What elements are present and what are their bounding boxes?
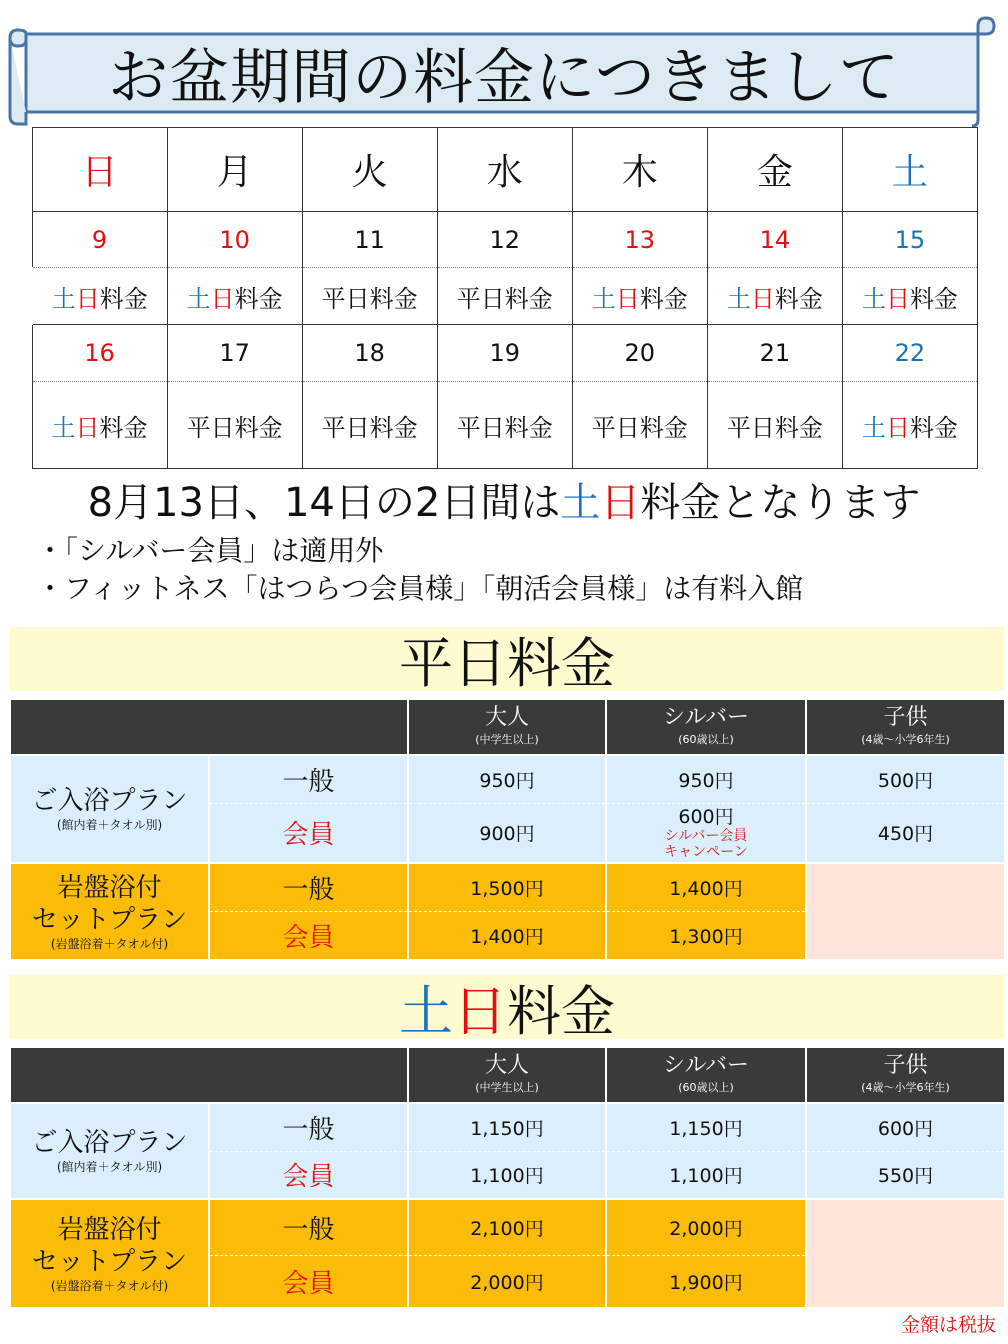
date-cell: 19	[437, 325, 572, 382]
date-cell: 13	[572, 212, 707, 268]
date-cell: 21	[707, 325, 842, 382]
rate-suffix-text: 料金	[234, 284, 283, 313]
table-row	[11, 1199, 1004, 1255]
stone-plan-sub: (岩盤浴着＋タオル付)	[50, 936, 169, 951]
price-cell: 2,100円	[408, 1199, 606, 1255]
week1-rate-row	[32, 268, 978, 325]
price-cell: 950円	[606, 755, 806, 803]
weekend-title-suffix: 料金	[507, 979, 615, 1043]
price-cell: 1,150円	[606, 1103, 806, 1151]
stone-plan-name-2: セットプラン	[31, 904, 188, 935]
table-header-row	[11, 1048, 1004, 1103]
date-cell: 11	[302, 212, 437, 268]
header-child-sub: (4歳～小学6年生)	[861, 733, 950, 746]
weekend-rate-cell	[167, 268, 302, 325]
kind-general: 一般	[209, 755, 408, 803]
header-blank	[11, 700, 408, 755]
price-cell: 2,000円	[606, 1199, 806, 1255]
price-cell: 1,100円	[606, 1151, 806, 1199]
weekday-monday: 月	[167, 128, 302, 212]
weekend-title-nichi: 日	[453, 979, 507, 1043]
weekday-tuesday: 火	[302, 128, 437, 212]
price-cell: 500円	[806, 755, 1004, 803]
rate-do-text: 土	[591, 284, 616, 313]
rate-suffix-text: 料金	[774, 284, 823, 313]
header-silver	[606, 700, 806, 755]
tax-note: 金額は税抜	[900, 1314, 996, 1336]
weekend-rate-cell	[842, 382, 977, 469]
rate-do-text: 土	[861, 413, 886, 442]
rate-nichi-text: 日	[750, 284, 775, 313]
rate-suffix-text: 料金	[639, 284, 688, 313]
date-cell: 14	[707, 212, 842, 268]
rate-do-text: 土	[186, 284, 211, 313]
header-child	[806, 700, 1004, 755]
price-cell: 2,000円	[408, 1255, 606, 1307]
weekday-rate-cell: 平日料金	[572, 382, 707, 469]
header-silver-sub: (60歳以上)	[678, 1081, 734, 1094]
week2-rate-row	[32, 382, 978, 469]
weekday-saturday: 土	[842, 128, 977, 212]
weekday-rate-cell: 平日料金	[167, 382, 302, 469]
notice-bullet-silver: ・「シルバー会員」は適用外	[36, 534, 384, 567]
week2-dates-row	[32, 325, 978, 382]
header-child-label: 子供	[883, 1053, 928, 1078]
table-row	[11, 755, 1004, 803]
weekday-rate-cell: 平日料金	[437, 268, 572, 325]
calendar-table	[31, 127, 978, 469]
notice-bullet-fitness: ・フィットネス「はつらつ会員様」「朝活会員様」は有料入館	[36, 572, 804, 605]
date-cell: 18	[302, 325, 437, 382]
stone-plan-sub: (岩盤浴着＋タオル付)	[50, 1278, 169, 1293]
rate-suffix-text: 料金	[99, 284, 148, 313]
price-cell: 1,400円	[408, 911, 606, 959]
rate-do-text: 土	[726, 284, 751, 313]
notice-nichi: 日	[600, 480, 641, 526]
rate-suffix-text: 料金	[99, 413, 148, 442]
weekend-rate-cell	[32, 268, 167, 325]
header-child-label: 子供	[883, 705, 928, 730]
header-adult-label: 大人	[484, 705, 529, 730]
weekday-price-table	[11, 700, 1004, 959]
weekend-rate-cell	[842, 268, 977, 325]
header-silver	[606, 1048, 806, 1103]
price-cell: 950円	[408, 755, 606, 803]
rate-do-text: 土	[51, 413, 76, 442]
header-adult-sub: (中学生以上)	[475, 733, 539, 746]
rate-nichi-text: 日	[210, 284, 235, 313]
kind-general: 一般	[209, 1199, 408, 1255]
campaign-note-2: キャンペーン	[664, 843, 748, 860]
header-child-sub: (4歳～小学6年生)	[861, 1081, 950, 1094]
kind-member: 会員	[209, 911, 408, 959]
header-child	[806, 1048, 1004, 1103]
price-cell: 1,400円	[606, 863, 806, 911]
price-cell: 1,150円	[408, 1103, 606, 1151]
date-cell: 17	[167, 325, 302, 382]
rate-do-text: 土	[861, 284, 886, 313]
date-cell: 9	[32, 212, 167, 268]
rate-suffix-text: 料金	[909, 284, 958, 313]
header-silver-sub: (60歳以上)	[678, 733, 734, 746]
bath-plan-cell	[11, 755, 209, 863]
price-cell: 1,900円	[606, 1255, 806, 1307]
kind-general: 一般	[209, 1103, 408, 1151]
child-empty-cell	[806, 1199, 1004, 1307]
rate-nichi-text: 日	[885, 413, 910, 442]
notice-prefix: 8月13日、14日の2日間は	[87, 480, 561, 526]
header-silver-label: シルバー	[663, 705, 749, 730]
stone-plan-cell	[11, 1199, 209, 1307]
weekend-rate-cell	[32, 382, 167, 469]
date-cell: 16	[32, 325, 167, 382]
child-empty-cell	[806, 863, 1004, 959]
header-adult-sub: (中学生以上)	[475, 1081, 539, 1094]
weekday-rate-cell: 平日料金	[707, 382, 842, 469]
weekend-rate-cell	[572, 268, 707, 325]
week1-dates-row	[32, 212, 978, 268]
date-cell: 12	[437, 212, 572, 268]
weekday-wednesday: 水	[437, 128, 572, 212]
kind-member: 会員	[209, 803, 408, 863]
kind-general: 一般	[209, 863, 408, 911]
price-cell: 450円	[806, 803, 1004, 863]
bath-plan-name: ご入浴プラン	[31, 1128, 188, 1158]
weekend-rate-cell	[707, 268, 842, 325]
price-value: 600円	[678, 805, 734, 828]
notice-suffix: 料金となります	[640, 480, 921, 526]
weekend-title-do: 土	[399, 979, 453, 1043]
silver-campaign-cell	[606, 803, 806, 863]
rate-nichi-text: 日	[885, 284, 910, 313]
table-header-row	[11, 700, 1004, 755]
bath-plan-sub: (館内着＋タオル別)	[56, 818, 163, 832]
header-blank	[11, 1048, 408, 1103]
stone-plan-name-1: 岩盤浴付	[57, 1214, 162, 1245]
rate-nichi-text: 日	[615, 284, 640, 313]
weekday-thursday: 木	[572, 128, 707, 212]
date-cell: 10	[167, 212, 302, 268]
weekday-rate-cell: 平日料金	[302, 382, 437, 469]
price-cell: 550円	[806, 1151, 1004, 1199]
header-adult	[408, 1048, 606, 1103]
weekday-header-row	[32, 128, 978, 212]
title-banner	[8, 12, 996, 128]
notice-do: 土	[560, 480, 601, 526]
date-cell: 20	[572, 325, 707, 382]
campaign-note-1: シルバー会員	[664, 827, 748, 844]
header-silver-label: シルバー	[663, 1053, 749, 1078]
page-title: お盆期間の料金につきまして	[108, 43, 900, 113]
kind-member: 会員	[209, 1151, 408, 1199]
table-row	[11, 1103, 1004, 1151]
date-cell: 22	[842, 325, 977, 382]
bath-plan-name: ご入浴プラン	[31, 786, 188, 816]
weekday-sunday: 日	[32, 128, 167, 212]
weekday-section-title: 平日料金	[10, 627, 1004, 691]
stone-plan-cell	[11, 863, 209, 959]
bath-plan-cell	[11, 1103, 209, 1199]
notice-heading	[0, 475, 1008, 531]
weekend-section-title	[10, 975, 1004, 1043]
weekday-rate-cell: 平日料金	[302, 268, 437, 325]
rate-do-text: 土	[51, 284, 76, 313]
price-cell: 600円	[806, 1103, 1004, 1151]
kind-member: 会員	[209, 1255, 408, 1307]
weekend-price-table	[11, 1048, 1004, 1307]
table-row	[11, 863, 1004, 911]
rate-nichi-text: 日	[75, 284, 100, 313]
weekday-rate-cell: 平日料金	[437, 382, 572, 469]
stone-plan-name-2: セットプラン	[31, 1246, 188, 1277]
price-cell: 1,500円	[408, 863, 606, 911]
rate-nichi-text: 日	[75, 413, 100, 442]
date-cell: 15	[842, 212, 977, 268]
header-adult	[408, 700, 606, 755]
header-adult-label: 大人	[484, 1053, 529, 1078]
price-cell: 1,300円	[606, 911, 806, 959]
rate-suffix-text: 料金	[909, 413, 958, 442]
bath-plan-sub: (館内着＋タオル別)	[56, 1160, 163, 1174]
price-cell: 1,100円	[408, 1151, 606, 1199]
stone-plan-name-1: 岩盤浴付	[57, 872, 162, 903]
weekday-friday: 金	[707, 128, 842, 212]
price-cell: 900円	[408, 803, 606, 863]
